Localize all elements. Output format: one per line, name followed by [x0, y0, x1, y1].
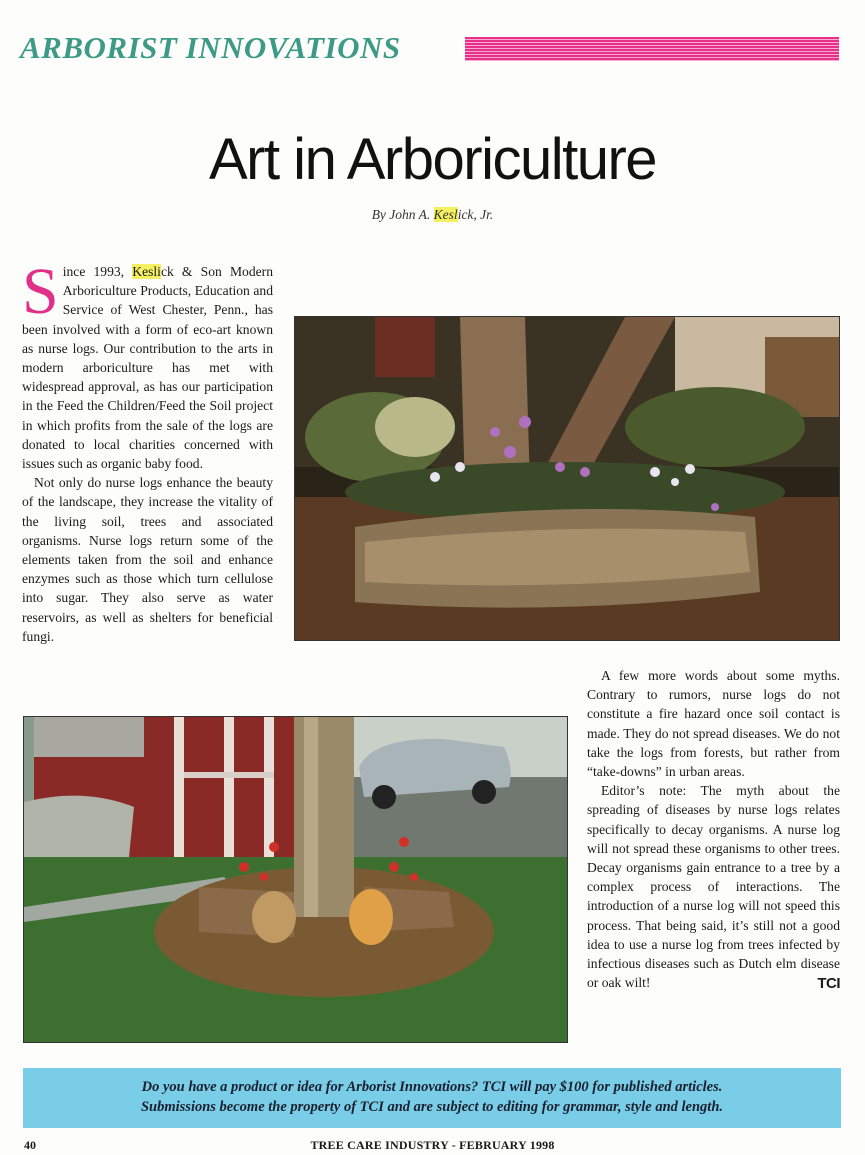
intro-highlight: Kesli	[132, 264, 161, 279]
tci-end-mark: TCI	[817, 975, 840, 993]
paragraph-myths: A few more words about some myths. Contrary to rumors, nurse logs do not constitute a fire hazard once soil contact is made. They do not spread diseases. We do not take the logs from forests, but rather from “take-downs” in urban areas.	[587, 668, 840, 780]
paragraph-intro	[22, 255, 273, 473]
editors-note-text: Editor’s note: The myth about the spreading of diseases by nurse logs relates specifically to decay organisms. A nurse log will not spread these organisms to other trees. Decay organisms gain entrance to a tree by a complex process of interactions. The introduction of a nurse log will not speed this process. That being said, it’s still not a good idea to use a nurse log from trees infected by infectious diseases such as Dutch elm disease or oak wilt!	[587, 783, 840, 991]
nurse-log-photo	[294, 316, 840, 641]
left-text-column	[22, 255, 273, 646]
tree-ring-photo	[23, 716, 568, 1043]
footer-publication: TREE CARE INDUSTRY - FEBRUARY 1998	[310, 1138, 555, 1152]
section-title: ARBORIST INNOVATIONS	[20, 30, 401, 65]
byline-prefix: By John A.	[371, 207, 434, 222]
submission-callout	[23, 1068, 841, 1128]
intro-rest: ck & Son Modern Arboriculture Products, Education and Service of West Chester, Penn., has been involved with a form of eco-art known as nurse logs. Our contribution to the arts in modern arboriculture has met with widespread approval, as has our participation in the Feed the Children/Feed the Soil project in which profits from the sale of the logs are donated to local charities concerned with issues such as organic baby food.	[22, 264, 273, 472]
intro-start: ince 1993,	[62, 264, 133, 279]
article-title: Art in Arboriculture	[208, 127, 657, 192]
paragraph-benefits: Not only do nurse logs enhance the beauty of the landscape, they increase the vitality of the living soil, trees and associated organisms. Nurse logs return some of the elements taken from the soil and enhance enzymes such as those which turn cellulose into sugar. They also serve as water reservoirs, as well as shelters for beneficial fungi.	[22, 475, 273, 644]
page-number: 40	[24, 1138, 36, 1152]
paragraph-editors-note	[587, 781, 840, 992]
drop-cap: S	[22, 255, 59, 328]
right-text-column	[587, 666, 840, 993]
header-stripe	[465, 37, 839, 61]
callout-line-2: Submissions become the property of TCI and are subject to editing for grammar, style and length.	[140, 1099, 724, 1115]
byline-suffix: ick, Jr.	[457, 207, 494, 222]
callout-line-1: Do you have a product or idea for Arborist Innovations? TCI will pay $100 for published articles.	[141, 1079, 723, 1095]
byline	[0, 207, 865, 223]
byline-highlight: Kesl	[433, 207, 458, 222]
